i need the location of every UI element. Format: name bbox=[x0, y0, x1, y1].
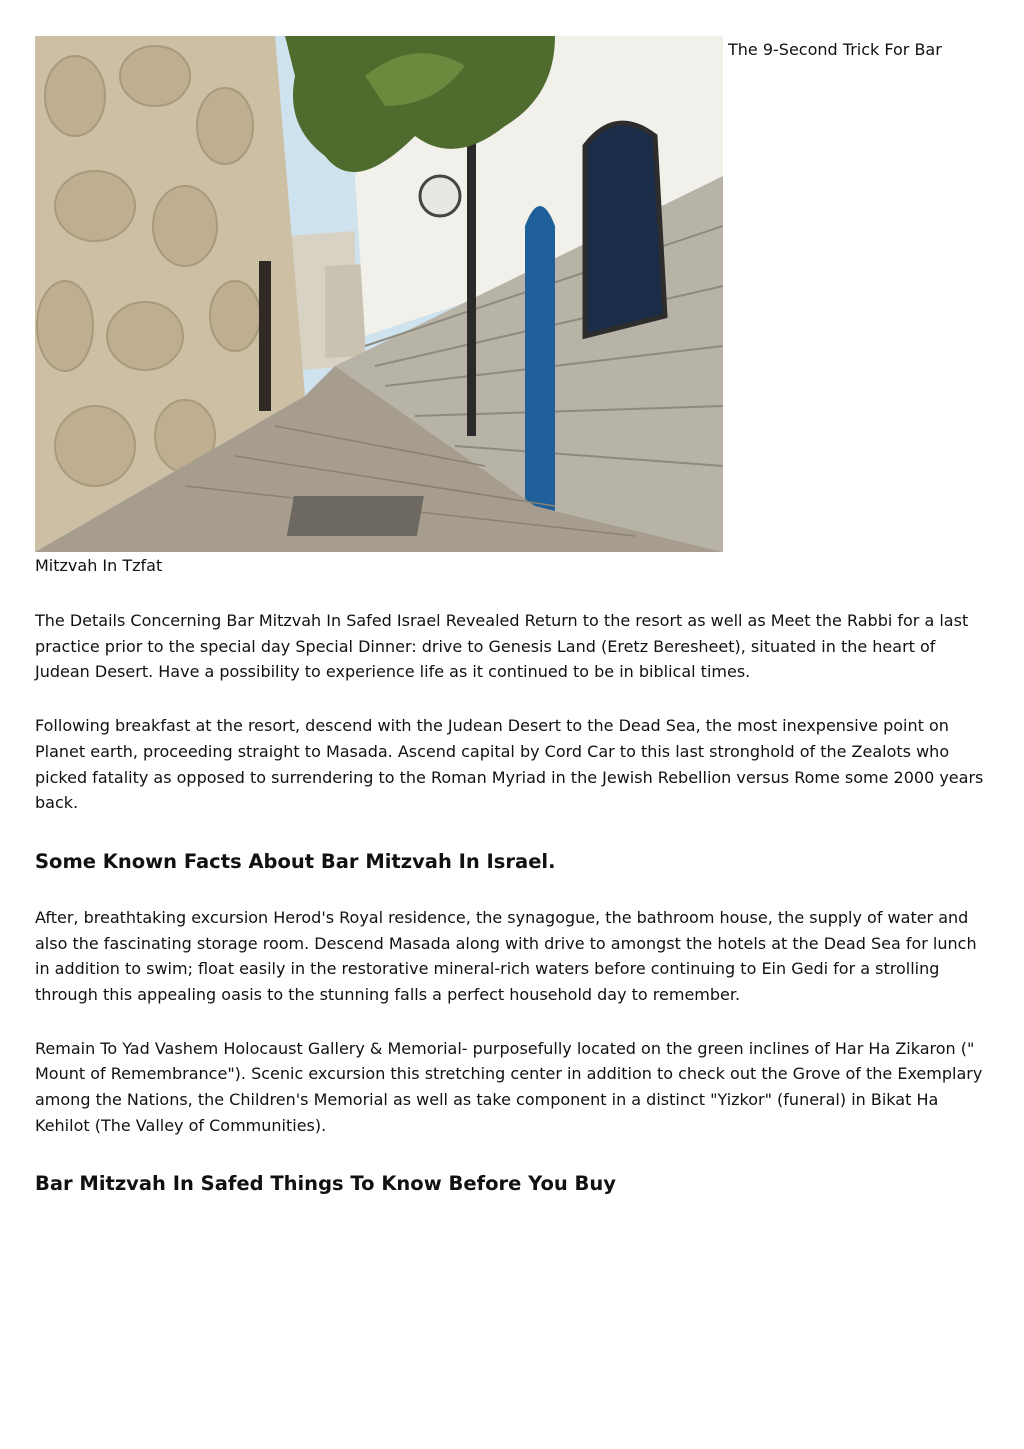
document-page bbox=[35, 36, 990, 1197]
section-heading-1: Some Known Facts About Bar Mitzvah In Israel. bbox=[35, 849, 556, 873]
paragraph-2: Following breakfast at the resort, descend with the Judean Desert to the Dead Sea, the most inexpensive point on Planet earth, proceeding straight to Masada. Ascend capital by Cord Car to this last stronghold of the Zealots who picked fatality as opposed to surrendering to the Roman Myriad in the Jewish Rebellion versus Rome some 2000 years back. bbox=[35, 716, 984, 813]
photo-row bbox=[35, 36, 990, 554]
paragraph-3: After, breathtaking excursion Herod's Royal residence, the synagogue, the bathroom house, the supply of water and also the fascinating storage room. Descend Masada along with drive to amongst the hotels at the Dead Sea for lunch in addition to swim; float easily in the restorative mineral-rich waters before continuing to Ein Gedi for a strolling through this appealing oasis to the stunning falls a perfect household day to remember. bbox=[35, 907, 977, 1005]
section-heading-2: Bar Mitzvah In Safed Things To Know Before You Buy bbox=[35, 1171, 616, 1195]
paragraph-1: The Details Concerning Bar Mitzvah In Safed Israel Revealed Return to the resort as well as Meet the Rabbi for a last practice prior to the special day Special Dinner: drive to Genesis Land (Eretz Beresheet), situated in the heart of Judean Desert. Have a possibility to experience life as it continued to be in biblical times. bbox=[35, 611, 969, 682]
caption-part-2: Mitzvah In Tzfat bbox=[35, 556, 163, 575]
caption-part-1: The 9-Second Trick For Bar bbox=[728, 40, 942, 59]
paragraph-4: Remain To Yad Vashem Holocaust Gallery & Memorial- purposefully located on the green inclines of Har Ha Zikaron (" Mount of Remembrance"). Scenic excursion this stretching center in addition to check out the Grove of the Exemplary among the Nations, the Children's Memorial as well as take component in a distinct "Yizkor" (funeral) in Bikat Ha Kehilot (The Valley of Communities). bbox=[35, 1038, 983, 1135]
alley-photo bbox=[35, 36, 723, 552]
